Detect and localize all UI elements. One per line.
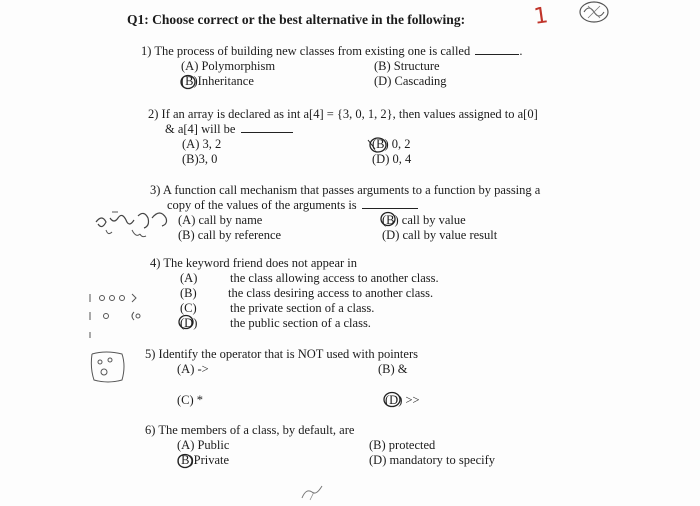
option-a: (A) 3, 2: [182, 137, 222, 151]
option-d: (D) >>: [385, 393, 420, 407]
question-5-row2: [145, 393, 585, 408]
grade-mark: 1: [532, 3, 550, 30]
question-text: If an array is declared as int a[4] = {3, 0, 1, 2}, then values assigned to a[0]: [161, 107, 538, 121]
option-c: (C) *: [177, 393, 204, 407]
option-d: (D) mandatory to specify: [369, 453, 496, 467]
question-5: [145, 347, 585, 377]
option-text: the public section of a class.: [230, 316, 371, 330]
question-1: 1) The process of building new classes from existing one is called . (A) Polymorphism (B) Structure (B)Inheritance (D) Cascading: [141, 44, 523, 88]
question-6: [145, 423, 585, 468]
question-text: The process of building new classes from existing one is called: [154, 44, 471, 58]
answer-circle-icon: [366, 136, 388, 154]
option-d: (D) Cascading: [374, 74, 447, 88]
answer-circle-icon: [176, 453, 194, 469]
option-key: (D): [180, 316, 198, 330]
option-b: (B) &: [378, 362, 408, 376]
option-c: (B) call by reference: [178, 228, 282, 242]
question-text: A function call mechanism that passes arguments to a function by passing a: [162, 183, 541, 197]
question-text-cont: copy of the values of the arguments is: [167, 198, 357, 212]
handwritten-note-icon: [92, 208, 176, 244]
question-number: 5): [145, 347, 156, 361]
option-text: the class desiring access to another class.: [228, 286, 434, 300]
option-b: (B) call by value: [382, 213, 466, 227]
option-a: (A) Polymorphism: [181, 59, 276, 73]
question-number: 2): [148, 107, 159, 121]
question-text: Identify the operator that is NOT used with pointers: [158, 347, 418, 361]
option-key: (B): [180, 286, 197, 300]
answer-circle-icon: [379, 211, 397, 227]
answer-blank: [362, 198, 418, 209]
pencil-marks-icon: [86, 284, 150, 340]
question-number: 4): [150, 256, 161, 270]
option-c: (B)Private: [177, 453, 230, 467]
option-c: (B)3, 0: [182, 152, 218, 166]
option-a: (A) Public: [177, 438, 230, 452]
handwritten-stamp-icon: [574, 0, 614, 26]
option-a: (A) ->: [177, 362, 209, 376]
handwritten-note-icon: [296, 478, 330, 504]
pencil-marks-icon: [86, 348, 134, 388]
answer-circle-icon: [179, 74, 197, 90]
question-text: The keyword friend does not appear in: [163, 256, 358, 270]
answer-circle-icon: [177, 314, 198, 330]
option-d: (D) call by value result: [382, 228, 498, 242]
question-text-cont: & a[4] will be: [165, 122, 236, 136]
option-c: (B)Inheritance: [181, 74, 254, 88]
option-text: the private section of a class.: [230, 301, 375, 315]
question-number: 3): [150, 183, 161, 197]
option-text: the class allowing access to another class.: [230, 271, 439, 285]
question-3: [150, 183, 580, 243]
question-number: 6): [145, 423, 156, 437]
question-text: The members of a class, by default, are: [158, 423, 355, 437]
question-number: 1): [141, 44, 152, 58]
answer-blank: [241, 122, 293, 133]
option-d: (D) 0, 4: [372, 152, 412, 166]
question-4: [150, 256, 590, 331]
option-b: (B) Structure: [374, 59, 440, 73]
option-key: (C): [180, 301, 197, 315]
option-b: (B) protected: [369, 438, 436, 452]
option-key: (A): [180, 271, 198, 285]
answer-blank: [475, 44, 519, 55]
question-heading: Q1: Choose correct or the best alternative in the following:: [127, 12, 466, 27]
option-b: (B) 0, 2: [372, 137, 411, 151]
answer-circle-icon: [382, 391, 402, 408]
option-a: (A) call by name: [178, 213, 263, 227]
